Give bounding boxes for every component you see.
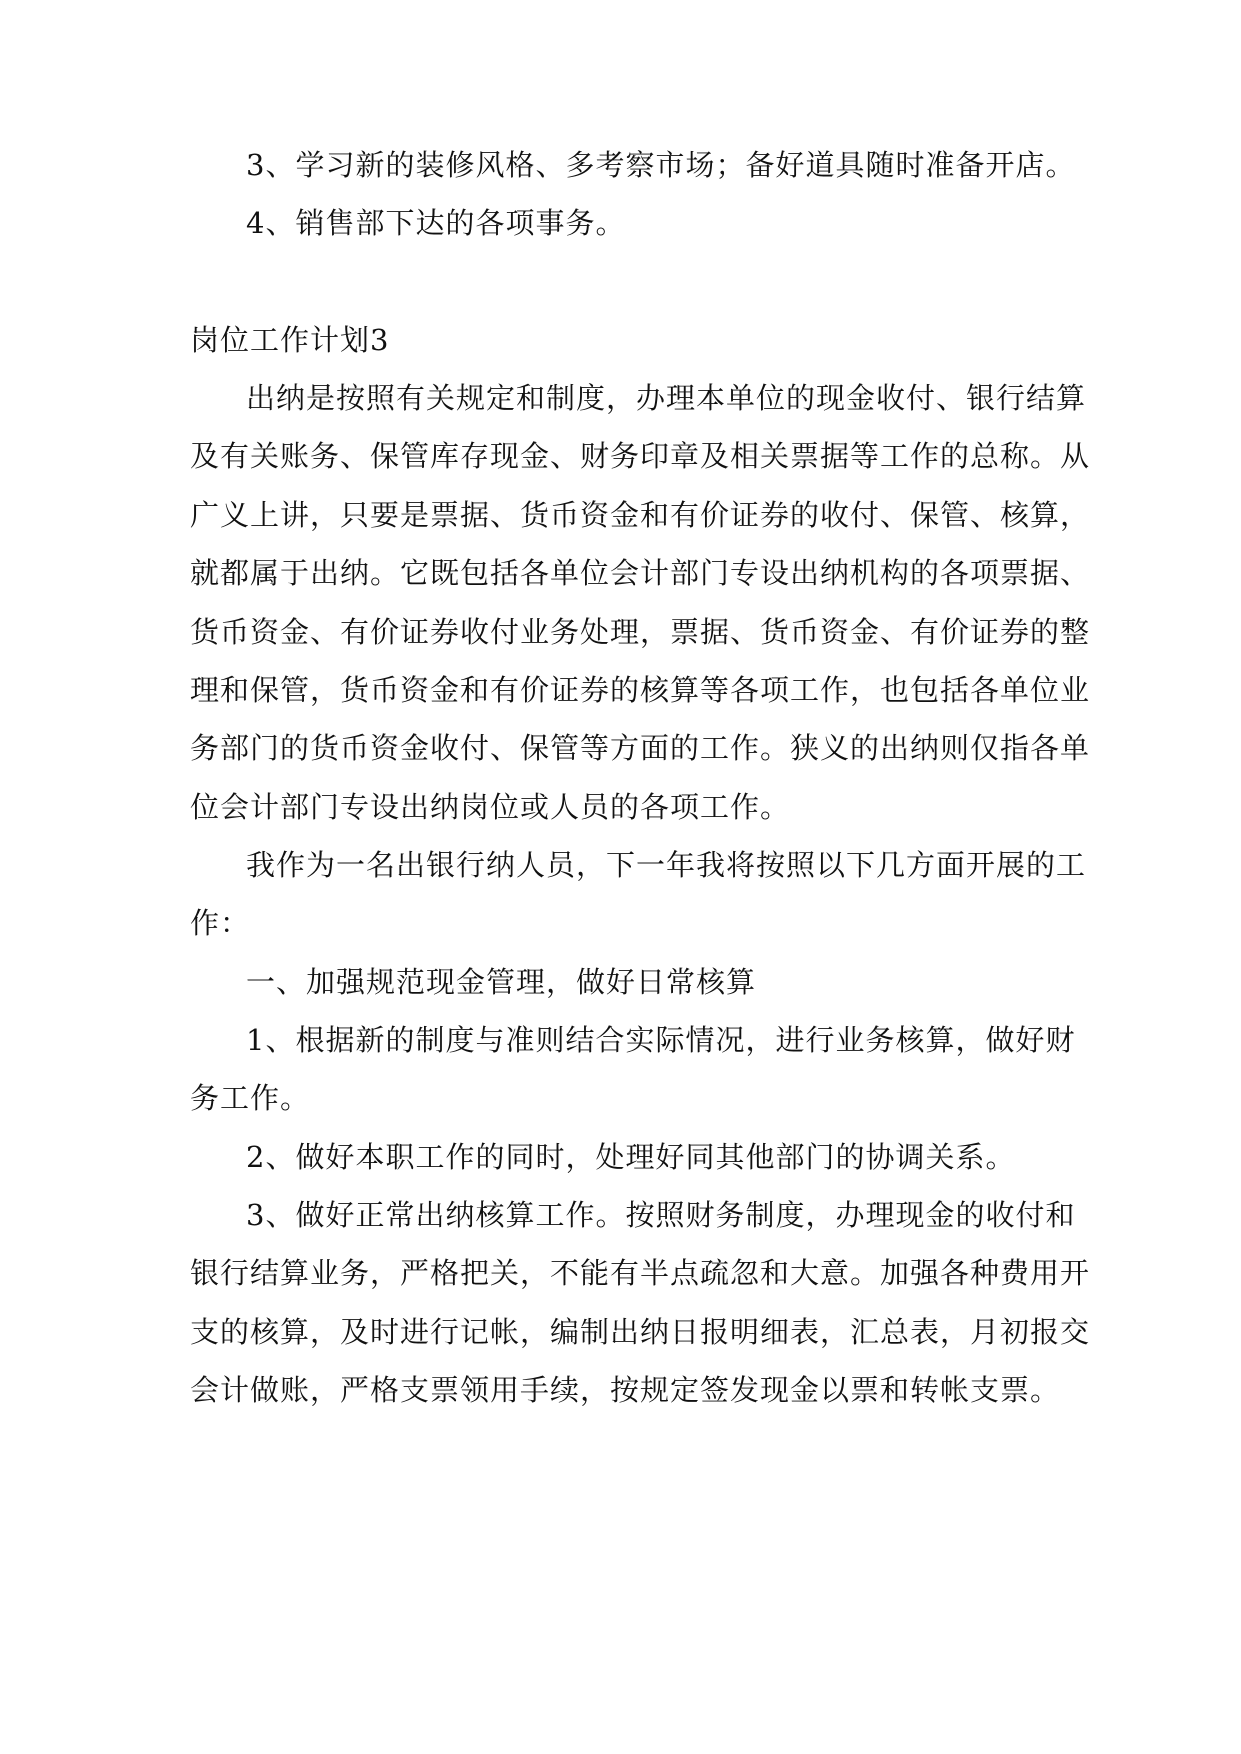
paragraph-line: 4、销售部下达的各项事务。 — [246, 206, 626, 240]
paragraph-line: 货币资金、有价证券收付业务处理，票据、货币资金、有价证券的整 — [190, 615, 1091, 649]
paragraph-line: 1、根据新的制度与准则结合实际情况，进行业务核算，做好财 — [246, 1023, 1076, 1057]
paragraph-line: 理和保管，货币资金和有价证券的核算等各项工作，也包括各单位业 — [190, 673, 1091, 707]
paragraph-line: 务部门的货币资金收付、保管等方面的工作。狭义的出纳则仅指各单 — [190, 731, 1091, 765]
section-heading: 岗位工作计划3 — [190, 323, 390, 357]
paragraph-line: 2、做好本职工作的同时，处理好同其他部门的协调关系。 — [246, 1140, 1016, 1174]
paragraph-line: 银行结算业务，严格把关，不能有半点疏忽和大意。加强各种费用开 — [190, 1256, 1091, 1290]
paragraph-line: 及有关账务、保管库存现金、财务印章及相关票据等工作的总称。从 — [190, 439, 1091, 473]
paragraph-line: 出纳是按照有关规定和制度，办理本单位的现金收付、银行结算 — [246, 381, 1087, 415]
paragraph-line: 就都属于出纳。它既包括各单位会计部门专设出纳机构的各项票据、 — [190, 556, 1091, 590]
subheading: 一、加强规范现金管理，做好日常核算 — [246, 965, 757, 999]
paragraph-line: 作： — [190, 906, 251, 940]
paragraph-line: 我作为一名出银行纳人员，下一年我将按照以下几方面开展的工 — [246, 848, 1087, 882]
paragraph-line: 位会计部门专设出纳岗位或人员的各项工作。 — [190, 790, 791, 824]
paragraph-line: 广义上讲，只要是票据、货币资金和有价证券的收付、保管、核算， — [190, 498, 1091, 532]
paragraph-line: 务工作。 — [190, 1081, 311, 1115]
paragraph-line: 3、做好正常出纳核算工作。按照财务制度，办理现金的收付和 — [246, 1198, 1076, 1232]
paragraph-line: 3、学习新的装修风格、多考察市场；备好道具随时准备开店。 — [246, 148, 1076, 182]
paragraph-line: 支的核算，及时进行记帐，编制出纳日报明细表，汇总表，月初报交 — [190, 1315, 1091, 1349]
paragraph-line: 会计做账，严格支票领用手续，按规定签发现金以票和转帐支票。 — [190, 1373, 1061, 1407]
